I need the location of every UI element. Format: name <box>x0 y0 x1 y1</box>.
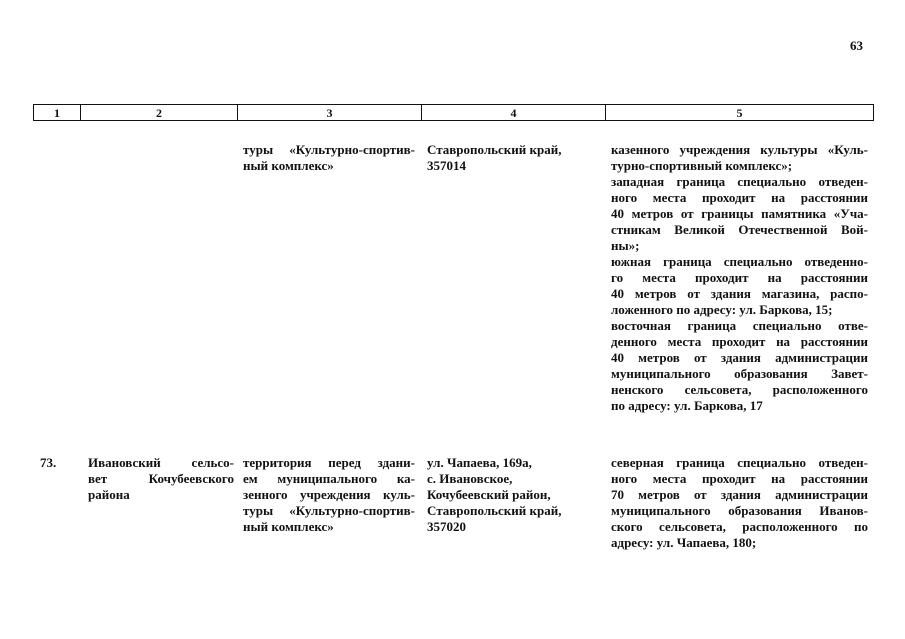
row-73-address <box>427 455 599 535</box>
column-header-4: 4 <box>422 105 606 121</box>
column-header-2: 2 <box>81 105 238 121</box>
text-line: района <box>88 487 130 502</box>
text-line: Ставропольский край, <box>427 503 562 518</box>
text-line: 40 метров от границы памятника «Уча- <box>611 206 868 221</box>
text-line: адресу: ул. Чапаева, 180; <box>611 535 757 550</box>
row-73-number: 73. <box>40 455 57 470</box>
text-line: западная граница специально отведен- <box>611 174 868 189</box>
text-line: стникам Великой Отечественной Вой- <box>611 222 868 237</box>
text-line: туры «Культурно-спортив- <box>243 142 415 157</box>
column-header-1: 1 <box>34 105 81 121</box>
text-line: восточная граница специально отве- <box>611 318 868 333</box>
row-continuation-object <box>243 142 415 174</box>
text-line: ны»; <box>611 238 640 253</box>
text-line: Ивановский сельсо- <box>88 455 234 470</box>
text-line: ложенного по адресу: ул. Баркова, 15; <box>611 302 833 317</box>
text-line: Ставропольский край, <box>427 142 562 157</box>
text-line: ный комплекс» <box>243 158 334 173</box>
column-header-3: 3 <box>238 105 422 121</box>
row-continuation-address <box>427 142 599 174</box>
page-number: 63 <box>850 38 863 53</box>
text-line: с. Ивановское, <box>427 471 513 486</box>
text-line: ского сельсовета, расположенного по <box>611 519 868 534</box>
text-line: по адресу: ул. Баркова, 17 <box>611 398 763 413</box>
text-line: территория перед здани- <box>243 455 415 470</box>
text-line: Кочубеевский район, <box>427 487 551 502</box>
text-line: туры «Культурно-спортив- <box>243 503 415 518</box>
text-line: ный комплекс» <box>243 519 334 534</box>
text-line: южная граница специально отведенно- <box>611 254 868 269</box>
text-line: вет Кочубеевского <box>88 471 234 486</box>
column-number-header <box>33 104 874 121</box>
text-line: ного места проходит на расстоянии <box>611 190 868 205</box>
column-header-5: 5 <box>606 105 874 121</box>
text-line: зенного учреждения куль- <box>243 487 415 502</box>
text-line: турно-спортивный комплекс»; <box>611 158 793 173</box>
row-continuation-boundaries <box>611 142 868 414</box>
row-73-boundaries <box>611 455 868 551</box>
text-line: муниципального образования Завет- <box>611 366 868 381</box>
text-line: 70 метров от здания администрации <box>611 487 868 502</box>
text-line: денного места проходит на расстоянии <box>611 334 868 349</box>
text-line: 40 метров от здания администрации <box>611 350 868 365</box>
row-73-settlement <box>88 455 234 503</box>
text-line: ем муниципального ка- <box>243 471 415 486</box>
text-line: ненского сельсовета, расположенного <box>611 382 868 397</box>
text-line: северная граница специально отведен- <box>611 455 868 470</box>
text-line: 40 метров от здания магазина, распо- <box>611 286 868 301</box>
row-73-object <box>243 455 415 535</box>
text-line: 357014 <box>427 158 466 173</box>
text-line: 357020 <box>427 519 466 534</box>
text-line: ного места проходит на расстоянии <box>611 471 868 486</box>
text-line: муниципального образования Иванов- <box>611 503 868 518</box>
text-line: ул. Чапаева, 169а, <box>427 455 532 470</box>
text-line: го места проходит на расстоянии <box>611 270 868 285</box>
text-line: казенного учреждения культуры «Куль- <box>611 142 868 157</box>
